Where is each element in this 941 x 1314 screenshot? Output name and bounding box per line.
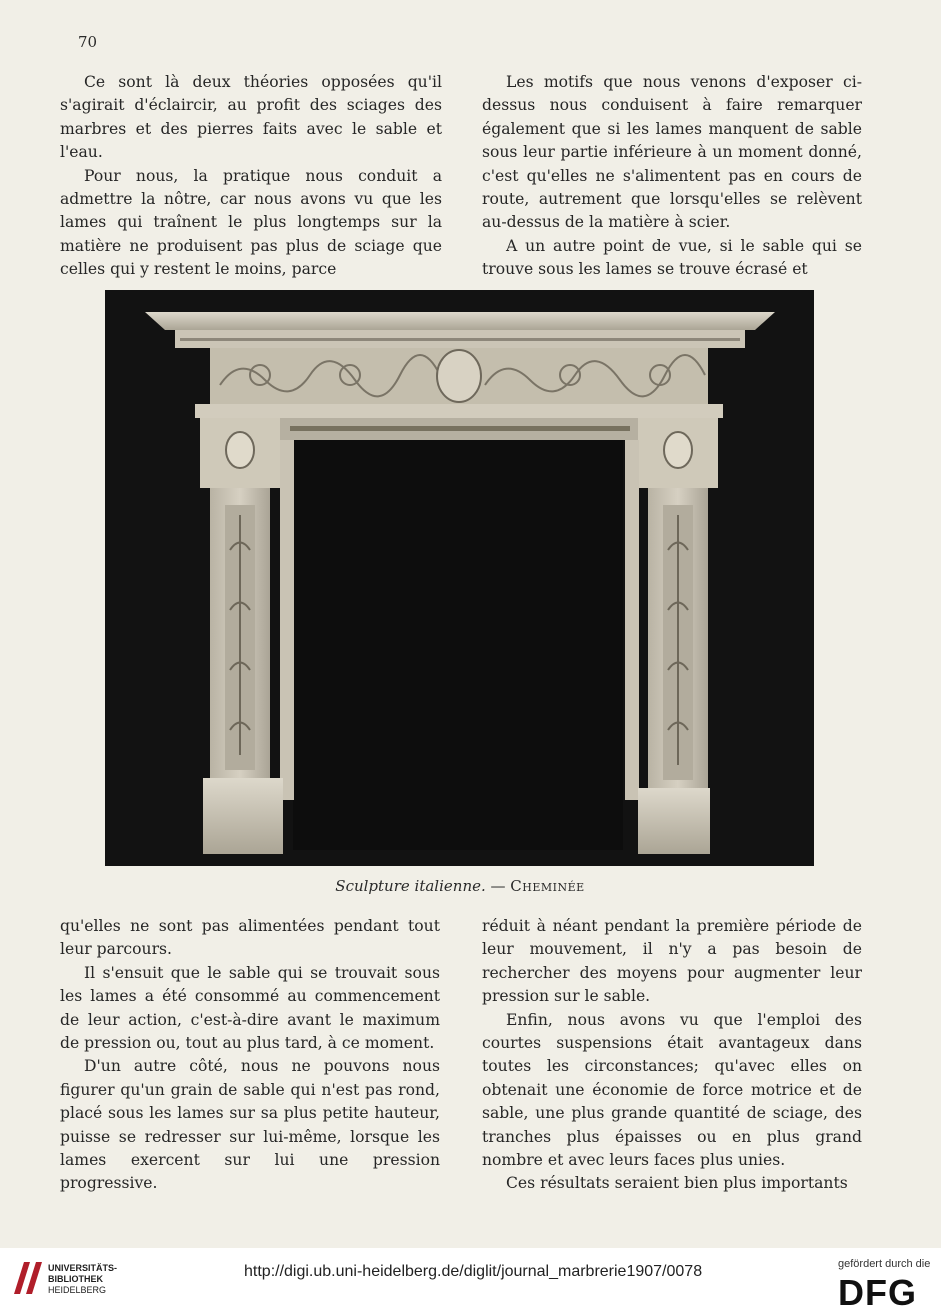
footer-bar [0, 1248, 941, 1314]
fireplace-photograph [105, 290, 814, 866]
paragraph: réduit à néant pendant la première période de leur mouvement, il n'y a pas besoin de rechercher des moyens pour augmenter leur pression sur le sable. [482, 917, 862, 1006]
paragraph: qu'elles ne sont pas alimentées pendant tout leur parcours. [60, 917, 440, 959]
text-column-bottom-right [482, 915, 862, 1196]
caption-italic: Sculpture italienne. [335, 877, 486, 895]
library-line: UNIVERSITÄTS- [48, 1263, 118, 1273]
text-column-bottom-left [60, 915, 440, 1196]
caption-separator: — [485, 877, 511, 895]
fireplace-illustration [105, 290, 814, 866]
library-line: HEIDELBERG [48, 1285, 107, 1295]
paragraph: Enfin, nous avons vu que l'emploi des courtes suspensions était avantageux dans toutes les circonstances; qu'avec elles on obtenait une économie de force motrice et de sable, une plus grande quantité de sciage, des tranches plus épaisses ou en plus grand nombre et avec leurs faces plus unies. [482, 1010, 862, 1170]
library-line: BIBLIOTHEK [48, 1274, 103, 1284]
library-name [48, 1263, 117, 1296]
permalink-url[interactable]: http://digi.ub.uni-heidelberg.de/diglit/journal_marbrerie1907/0078 [244, 1263, 703, 1280]
text-column-top-left [60, 71, 442, 282]
paragraph: Ce sont là deux théories opposées qu'il s'agirait d'éclaircir, au profit des sciages des marbres et des pierres faits avec le sable et l'eau. [60, 73, 442, 162]
funding-note: gefördert durch die [838, 1258, 931, 1270]
paragraph: A un autre point de vue, si le sable qui se trouve sous les lames se trouve écrasé et [482, 236, 862, 279]
paragraph: Les motifs que nous venons d'exposer ci-dessus nous conduisent à faire remarquer également que si les lames manquent de sable sous leur partie inférieure à un moment donné, c'est qu'elles ne s'alimentent pas en cours de route, autrement que lorsqu'elles se relèvent au-dessus de la matière à scier. [482, 73, 862, 232]
paragraph: Pour nous, la pratique nous conduit a admettre la nôtre, car nous avons vu que les lames qui traînent le plus longtemps sur la matière ne produisent pas plus de sciage que celles qui y restent le moins, parce [60, 166, 442, 279]
figure-caption [0, 877, 920, 895]
caption-title: Cheminée [510, 877, 585, 895]
dfg-logo: DFG [838, 1272, 917, 1313]
paragraph: Ces résultats seraient bien plus importants [506, 1174, 848, 1193]
paragraph: D'un autre côté, nous ne pouvons nous figurer qu'un grain de sable qui n'est pas rond, placé sous les lames sur sa plus petite hauteur, puisse se redresser sur lui-même, lorsque les lames exercent sur lui une pression progressive. [60, 1057, 440, 1193]
page-number: 70 [78, 33, 98, 51]
text-column-top-right [482, 71, 862, 282]
paragraph: Il s'ensuit que le sable qui se trouvait sous les lames a été consommé au commencement de leur action, c'est-à-dire avant le maximum de pression ou, tout au plus tard, à ce moment. [60, 963, 440, 1053]
library-logo-icon [10, 1258, 44, 1298]
